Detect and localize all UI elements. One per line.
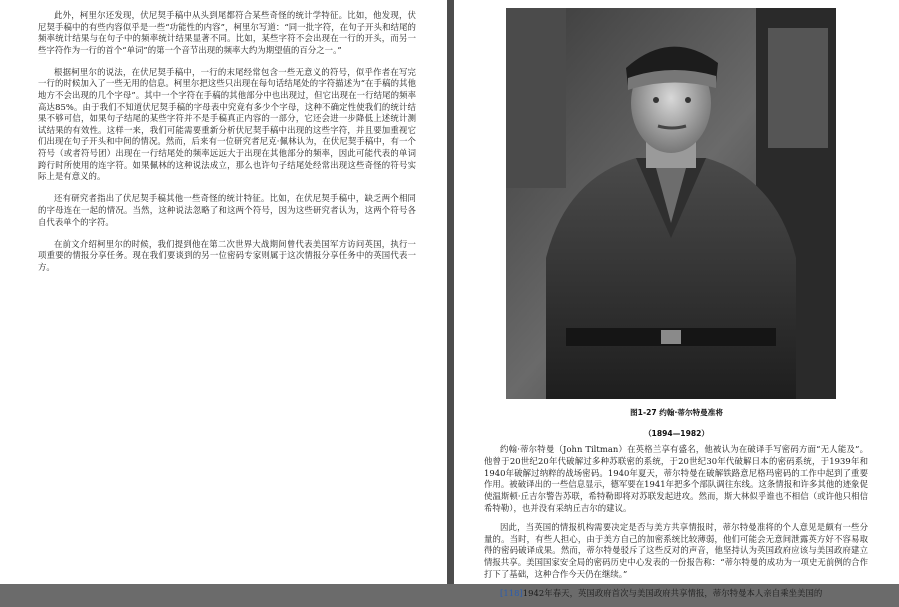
figure-years: （1894—1982） xyxy=(643,429,710,438)
left-paragraph-4: 在前文介绍柯里尔的时候，我们提到他在第二次世界大战期间曾代表美国军方访问英国，执行一项重要的情报分享任务。现在我们要谈到的另一位密码专家则属于这次情报分享任务中的英国代表一方。 xyxy=(38,238,416,272)
tiltman-photo-image xyxy=(506,8,836,399)
right-page xyxy=(454,0,899,598)
page-gutter xyxy=(447,0,454,584)
left-paragraph-3: 还有研究者指出了伏尼契手稿其他一些奇怪的统计特征。比如，在伏尼契手稿中，缺乏两个相同的字母连在一起的情况。当然，这种说法忽略了和这两个符号，因为这些研究者认为，这两个符号各自代表单个的字符。 xyxy=(38,193,416,227)
left-page xyxy=(0,0,447,584)
left-paragraph-2: 根据柯里尔的说法，在伏尼契手稿中，一行的末尾经常包含一些无意义的符号，似乎作者在写完一行的时候加入了一些无用的信息。柯里尔把这些只出现在每句话结尾处的字符描述为“在手稿的其他地方不会出现的几个字母”。其中一个字符在手稿的其他部分中也出现过，但它出现在一行结尾的频率高达85%。由于我们不知道伏尼契手稿的字母表中究竟有多少个字母，这种不确定性使我们的统计结果不够可信，如果句子结尾的某些字符并不是手稿真正内容的一部分，它还会进一步降低上述统计测试结果的有效性。这样一来，我们可能需要重新分析伏尼契手稿中出现的这些字符，并且要加重视它们出现在句子开头和中间的情况。然而，后来有一位研究者尼克·佩林认为，在伏尼契手稿中，有一个符号（或者符号团）出现在一行结尾处的频率远远大于出现在其他部分的频率，因此可能代表的单词跨行时所使用的连字符。如果佩林的这种说法成立，那么也许句子结尾处经常出现这些奇怪的符号实际上是有意义的。 xyxy=(38,66,416,182)
right-paragraph-3-text: 1942年春天，英国政府首次与美国政府共享情报，蒂尔特曼本人亲自乘坐美国的 xyxy=(522,587,823,598)
figure-caption: 图1-27 约翰·蒂尔特曼准将 xyxy=(630,408,723,417)
left-text-column xyxy=(38,10,416,284)
right-paragraph-1: 约翰·蒂尔特曼（John Tiltman）在英格兰享有盛名，他被认为在破译手写密码方面“无人能及”。他曾于20世纪20年代破解过多种苏联密的系统，于20世纪30年代破解日本的密码系统，于1939年和1940年破解过纳粹的战场密码。1940年夏天，蒂尔特曼在破解铁路意尼格玛密码的工作中起到了重要作用。被破译出的一些信息显示，德军要在1941年把多个部队调往东线。这条情报和许多其他的迹象促使温斯顿·丘吉尔警告苏联，希特勒即将对苏联发起进攻。然而，斯大林似乎谁也不相信（或许他只相信希特勒），也并没有采纳丘吉尔的建议。 xyxy=(484,444,868,513)
right-text-column xyxy=(484,444,868,607)
footnote-ref-link[interactable]: [118] xyxy=(500,587,523,598)
left-paragraph-1: 此外，柯里尔还发现，伏尼契手稿中从头到尾都符合某些奇怪的统计学特征。比如，他发现，伏尼契手稿中的有些内容似乎是一些“功能性的内容”，柯里尔写道：“同一批字符，在句子开头和结尾的频率统计结果与在句子中的频率统计结果显著不同。比如，某些字符不会出现在一行的开头，而另一些字符作为一行的首个“单词”的第一个音节出现的频率大约为期望值的百分之一。” xyxy=(38,10,416,55)
right-paragraph-2: 因此，当英国的情报机构需要决定是否与美方共享情报时，蒂尔特曼准将的个人意见是颇有一些分量的。当时，有些人担心，由于美方自己的加密系统比较薄弱，他们可能会无意间泄露英方好不容易取得的密码破译成果。然而，蒂尔特曼驳斥了这些反对的声音，他坚持认为英国政府应该与美国政府建立情报共享。美国国家安全局的密码历史中心发表的一份报告称：“蒂尔特曼的成功为一项史无前例的合作打下了基础，这种合作今天仍在继续。” xyxy=(484,521,868,579)
right-paragraph-3 xyxy=(484,588,868,600)
tiltman-photo xyxy=(506,8,836,399)
